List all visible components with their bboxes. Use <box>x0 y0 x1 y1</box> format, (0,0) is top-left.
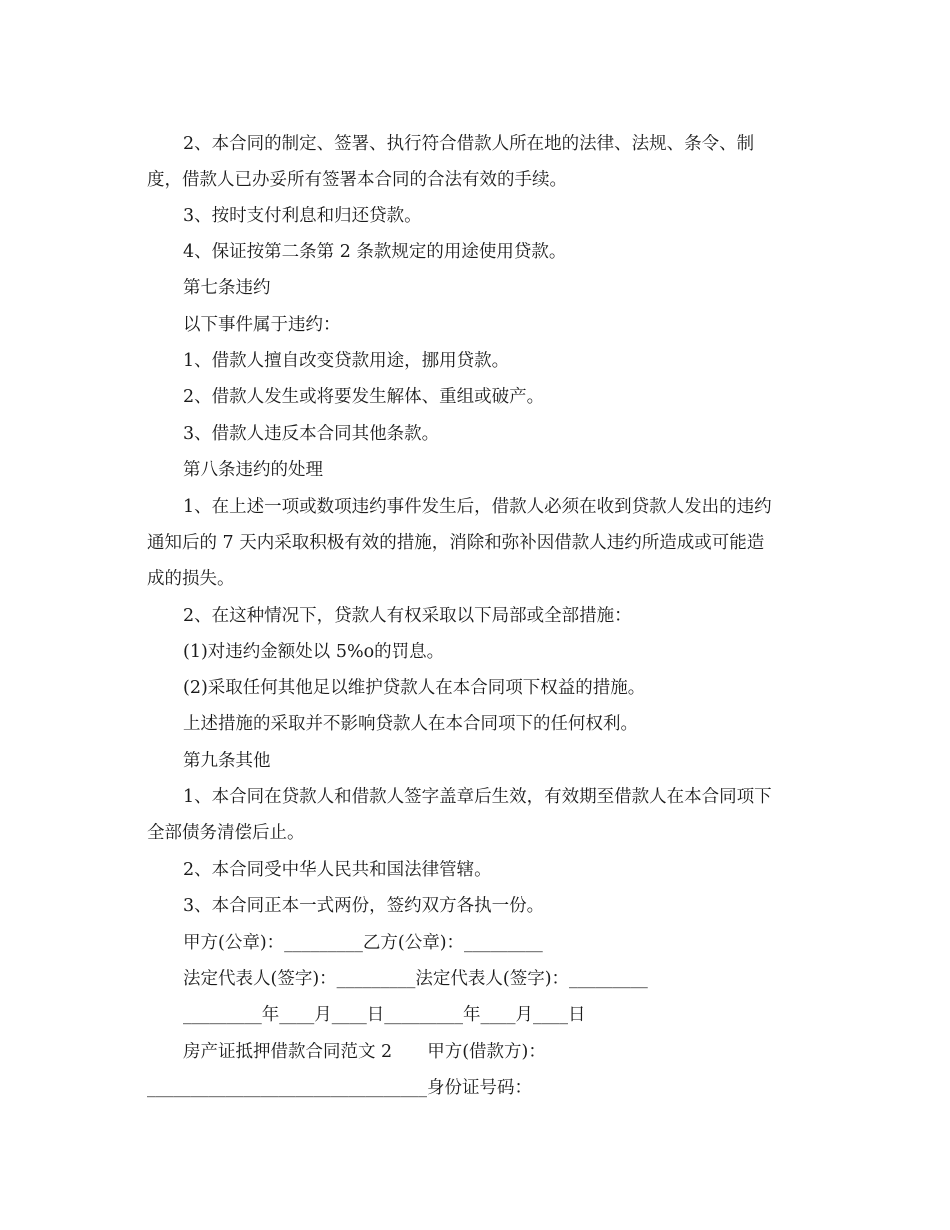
text-line: 上述措施的采取并不影响贷款人在本合同项下的任何权利。 <box>183 714 638 734</box>
text-line: 2、本合同受中华人民共和国法律管辖。 <box>183 860 492 880</box>
text-line: 1、在上述一项或数项违约事件发生后，借款人必须在收到贷款人发出的违约 <box>183 497 772 517</box>
text-line: 2、借款人发生或将要发生解体、重组或破产。 <box>183 387 545 407</box>
text-line: (2)采取任何其他足以维护贷款人在本合同项下权益的措施。 <box>183 678 646 698</box>
text-line: 成的损失。 <box>147 569 235 589</box>
text-line: 2、本合同的制定、签署、执行符合借款人所在地的法律、法规、条令、制 <box>183 134 755 154</box>
text-line: 1、借款人擅自改变贷款用途，挪用贷款。 <box>183 351 510 371</box>
text-line: 度，借款人已办妥所有签署本合同的合法有效的手续。 <box>147 170 567 190</box>
signature-line: 法定代表人(签字)：_________法定代表人(签字)：_________ <box>183 969 648 989</box>
text-line: 3、借款人违反本合同其他条款。 <box>183 424 440 444</box>
text-line: 3、按时支付利息和归还贷款。 <box>183 206 422 226</box>
text-line: (1)对违约金额处以 5%o的罚息。 <box>183 642 445 662</box>
text-line: ________________________________身份证号码： <box>147 1078 532 1098</box>
text-line: 通知后的 7 天内采取积极有效的措施，消除和弥补因借款人违约所造成或可能造 <box>147 533 765 553</box>
section-heading: 第八条违约的处理 <box>183 460 323 480</box>
text-line: 以下事件属于违约： <box>183 315 341 335</box>
text-line: 4、保证按第二条第 2 条款规定的用途使用贷款。 <box>183 242 567 262</box>
text-line: 3、本合同正本一式两份，签约双方各执一份。 <box>183 896 545 916</box>
section-heading: 第九条其他 <box>183 751 271 771</box>
text-line: 2、在这种情况下，贷款人有权采取以下局部或全部措施： <box>183 606 632 626</box>
date-line: _________年____月____日_________年____月____日 <box>183 1005 586 1025</box>
section-heading: 第七条违约 <box>183 278 271 298</box>
text-line: 1、本合同在贷款人和借款人签字盖章后生效，有效期至借款人在本合同项下 <box>183 787 772 807</box>
text-line: 房产证抵押借款合同范文 2 甲方(借款方)： <box>183 1042 546 1062</box>
text-line: 全部债务清偿后止。 <box>147 823 305 843</box>
signature-line: 甲方(公章)：_________乙方(公章)：_________ <box>183 933 543 953</box>
